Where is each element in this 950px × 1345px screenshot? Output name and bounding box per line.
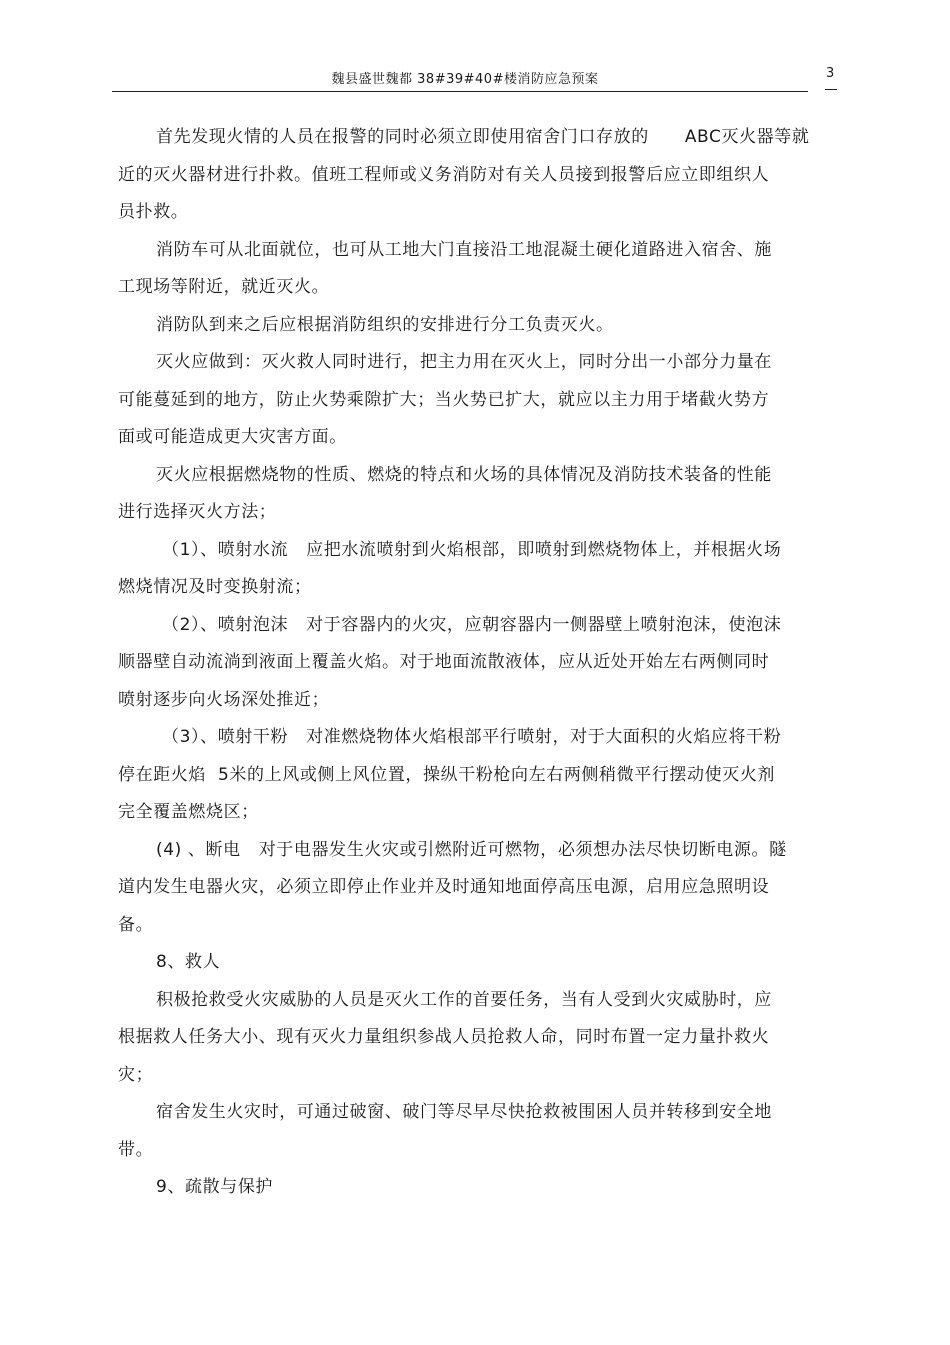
text-line: 道内发生电器火灾，必须立即停止作业并及时通知地面停高压电源，启用应急照明设 <box>118 877 770 897</box>
page-number: 3 <box>826 66 835 81</box>
text-line: （1）、喷射水流 应把水流喷射到火焰根部，即喷射到燃烧物体上，并根据火场 <box>156 539 782 560</box>
section-heading: 9、疏散与保护 <box>156 1177 274 1197</box>
document-title: 魏县盛世魏都 38#39#40#楼消防应急预案 <box>331 72 599 87</box>
header-divider <box>112 91 808 92</box>
text-line: 消防队到来之后应根据消防组织的安排进行分工负责灭火。 <box>156 314 614 335</box>
text-line: 备。 <box>118 914 154 935</box>
text-line: 面或可能造成更大灾害方面。 <box>118 427 347 447</box>
text-line: 带。 <box>118 1139 154 1160</box>
text-line: 工现场等附近，就近灭火。 <box>118 277 330 297</box>
section-heading: 8、救人 <box>156 952 221 972</box>
page-header <box>0 0 950 100</box>
text-line: 宿舍发生火灾时，可通过破窗、破门等尽早尽快抢救被围困人员并转移到安全地 <box>156 1102 772 1122</box>
text-line: 可能蔓延到的地方，防止火势乘隙扩大；当火势已扩大，就应以主力用于堵截火势方 <box>118 389 770 410</box>
text-line: 完全覆盖燃烧区； <box>118 802 259 822</box>
page-number-underline <box>825 89 837 90</box>
text-line: 灾； <box>118 1064 154 1085</box>
text-line: （2）、喷射泡沫 对于容器内的火灾，应朝容器内一侧器壁上喷射泡沫，使泡沫 <box>156 614 782 635</box>
text-line: 进行选择灭火方法； <box>118 502 277 522</box>
text-line: 灭火应根据燃烧物的性质、燃烧的特点和火场的具体情况及消防技术装备的性能 <box>156 464 772 485</box>
text-line: 积极抢救受火灾威胁的人员是灭火工作的首要任务，当有人受到火灾威胁时，应 <box>156 989 772 1010</box>
text-line: 顺器壁自动流淌到液面上覆盖火焰。对于地面流散液体，应从近处开始左右两侧同时 <box>118 652 770 672</box>
text-line: 根据救人任务大小、现有灭火力量组织参战人员抢救人命，同时布置一定力量扑救火 <box>118 1027 770 1047</box>
text-line: 消防车可从北面就位，也可从工地大门直接沿工地混凝土硬化道路进入宿舍、施 <box>156 239 772 260</box>
text-line: 喷射逐步向火场深处推近； <box>118 689 330 710</box>
document-body <box>118 119 830 1207</box>
text-line: （3）、喷射干粉 对准燃烧物体火焰根部平行喷射，对于大面积的火焰应将干粉 <box>156 727 782 747</box>
text-line: 灭火应做到：灭火救人同时进行，把主力用在灭火上，同时分出一小部分力量在 <box>156 352 772 372</box>
text-line: 员扑救。 <box>118 202 189 222</box>
text-line: 近的灭火器材进行扑救。值班工程师或义务消防对有关人员接到报警后应立即组织人 <box>118 164 770 185</box>
text-line: 停在距火焰 5米的上风或侧上风位置，操纵干粉枪向左右两侧稍微平行摆动使灭火剂 <box>118 764 776 785</box>
text-line: (4) 、断电 对于电器发生火灾或引燃附近可燃物，必须想办法尽快切断电源。隧 <box>156 839 787 860</box>
text-line: 首先发现火情的人员在报警的同时必须立即使用宿舍门口存放的 ABC灭火器等就 <box>156 127 810 147</box>
text-line: 燃烧情况及时变换射流； <box>118 577 312 597</box>
